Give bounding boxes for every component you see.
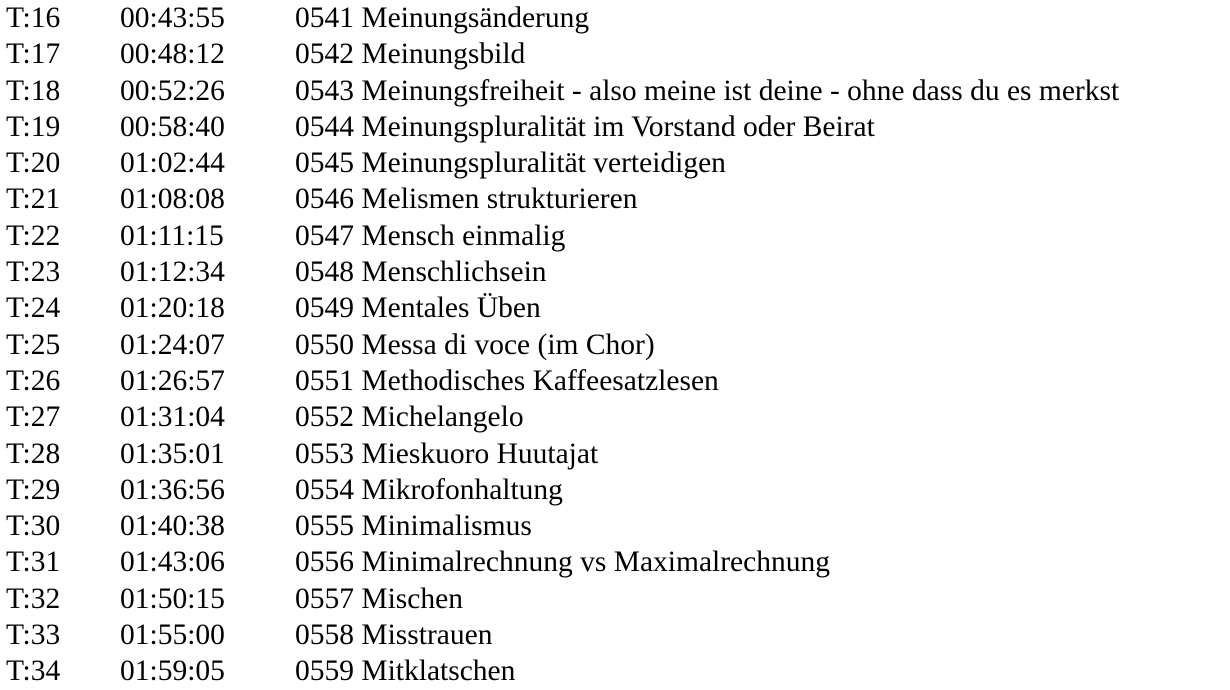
timestamp: 01:20:18: [120, 292, 225, 325]
track-row: [0, 363, 1230, 399]
track-id: T:25: [6, 328, 61, 361]
track-id: T:16: [6, 2, 61, 34]
track-title: 0544 Meinungspluralität im Vorstand oder Beirat: [295, 110, 875, 143]
track-row: [0, 653, 1230, 689]
track-title: 0552 Michelangelo: [295, 401, 524, 434]
timestamp: 00:58:40: [120, 110, 225, 143]
track-row: [0, 290, 1230, 326]
track-title: 0541 Meinungsänderung: [295, 2, 590, 34]
timestamp: 00:52:26: [120, 74, 225, 107]
timestamp: 01:31:04: [120, 401, 225, 434]
track-row: [0, 109, 1230, 145]
track-id: T:30: [6, 510, 61, 543]
timestamp: 01:35:01: [120, 437, 225, 470]
timestamp: 01:40:38: [120, 510, 225, 543]
track-row: [0, 508, 1230, 544]
track-id: T:29: [6, 473, 61, 506]
track-id: T:22: [6, 219, 61, 252]
timestamp: 01:59:05: [120, 655, 225, 688]
track-id: T:31: [6, 546, 61, 579]
track-title: 0555 Minimalismus: [295, 510, 532, 543]
timestamp: 00:43:55: [120, 2, 225, 34]
track-id: T:20: [6, 147, 61, 180]
track-row: [0, 544, 1230, 580]
timestamp: 01:11:15: [120, 219, 224, 252]
track-id: T:23: [6, 256, 61, 289]
track-row: [0, 0, 1230, 36]
track-title: 0547 Mensch einmalig: [295, 219, 566, 252]
track-title: 0546 Melismen strukturieren: [295, 183, 638, 216]
track-title: 0551 Methodisches Kaffeesatzlesen: [295, 364, 719, 397]
track-id: T:27: [6, 401, 61, 434]
track-id: T:17: [6, 38, 61, 71]
track-id: T:28: [6, 437, 61, 470]
track-title: 0542 Meinungsbild: [295, 38, 526, 71]
timestamp: 01:43:06: [120, 546, 225, 579]
track-id: T:24: [6, 292, 61, 325]
track-row: [0, 73, 1230, 109]
track-row: [0, 218, 1230, 254]
track-title: 0548 Menschlichsein: [295, 256, 547, 289]
track-row: [0, 472, 1230, 508]
track-id: T:34: [6, 655, 61, 688]
track-id: T:19: [6, 110, 61, 143]
track-title: 0545 Meinungspluralität verteidigen: [295, 147, 726, 180]
track-row: [0, 254, 1230, 290]
track-title: 0558 Misstrauen: [295, 619, 493, 652]
track-id: T:26: [6, 364, 61, 397]
track-title: 0557 Mischen: [295, 582, 463, 615]
timestamp: 01:02:44: [120, 147, 225, 180]
track-row: [0, 327, 1230, 363]
track-title: 0549 Mentales Üben: [295, 292, 541, 325]
track-row: [0, 145, 1230, 181]
timestamp: 01:36:56: [120, 473, 225, 506]
track-title: 0559 Mitklatschen: [295, 655, 516, 688]
track-title: 0543 Meinungsfreiheit - also meine ist deine - ohne dass du es merkst: [295, 74, 1120, 107]
timestamp: 01:24:07: [120, 328, 225, 361]
track-title: 0550 Messa di voce (im Chor): [295, 328, 655, 361]
track-id: T:18: [6, 74, 61, 107]
track-row: [0, 36, 1230, 72]
track-row: [0, 436, 1230, 472]
timestamp: 01:55:00: [120, 619, 225, 652]
track-title: 0553 Mieskuoro Huutajat: [295, 437, 599, 470]
track-row: [0, 399, 1230, 435]
timestamp: 01:26:57: [120, 364, 225, 397]
track-title: 0556 Minimalrechnung vs Maximalrechnung: [295, 546, 830, 579]
timestamp: 00:48:12: [120, 38, 225, 71]
track-row: [0, 581, 1230, 617]
track-title: 0554 Mikrofonhaltung: [295, 473, 563, 506]
timestamp: 01:12:34: [120, 256, 225, 289]
track-id: T:33: [6, 619, 61, 652]
track-id: T:21: [6, 183, 61, 216]
track-row: [0, 181, 1230, 217]
timestamp: 01:50:15: [120, 582, 225, 615]
track-row: [0, 617, 1230, 653]
track-id: T:32: [6, 582, 61, 615]
timestamp: 01:08:08: [120, 183, 225, 216]
